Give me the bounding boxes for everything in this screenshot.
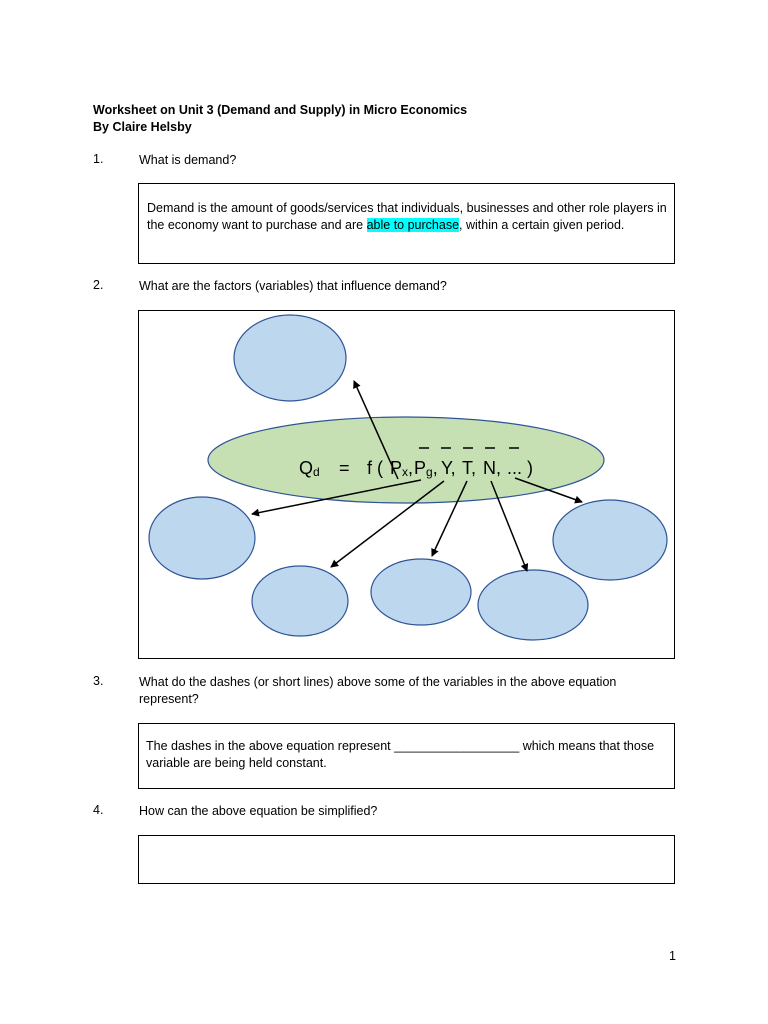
factors-diagram bbox=[139, 311, 674, 658]
answer-3-text: The dashes in the above equation represent __________________ which means that those variable are being held constant. bbox=[146, 739, 655, 770]
bubble-bottom-2 bbox=[371, 559, 471, 625]
equation-var-px: Px, bbox=[390, 458, 414, 479]
equation-ellipse bbox=[208, 417, 604, 503]
question-4-number: 4. bbox=[93, 803, 104, 817]
worksheet-title: Worksheet on Unit 3 (Demand and Supply) in Micro Economics bbox=[93, 103, 468, 117]
question-1-number: 1. bbox=[93, 152, 104, 166]
equation-equals: = bbox=[339, 458, 350, 478]
equation-rest: ... ) bbox=[507, 458, 533, 478]
question-3-text: What do the dashes (or short lines) above some of the variables in the above equation represent? bbox=[139, 675, 617, 706]
bubble-left bbox=[149, 497, 255, 579]
factors-diagram-box bbox=[138, 310, 675, 659]
equation-var-pg: Pg, bbox=[414, 458, 438, 479]
page-number: 1 bbox=[669, 949, 676, 963]
question-2-text: What are the factors (variables) that influence demand? bbox=[139, 279, 447, 293]
equation-var-t: T, bbox=[462, 458, 477, 478]
equation-function: f ( bbox=[367, 458, 383, 478]
bubble-right bbox=[553, 500, 667, 580]
bubble-bottom-3 bbox=[478, 570, 588, 640]
equation-qd: Qd bbox=[299, 458, 320, 479]
bubble-top bbox=[234, 315, 346, 401]
author-line: By Claire Helsby bbox=[93, 120, 192, 134]
bubble-bottom-1 bbox=[252, 566, 348, 636]
answer-1-after: , within a certain given period. bbox=[459, 218, 625, 232]
answer-1-text bbox=[147, 200, 667, 234]
answer-4-box[interactable] bbox=[138, 835, 675, 884]
equation-var-n: N, bbox=[483, 458, 501, 478]
equation-var-y: Y, bbox=[441, 458, 456, 478]
answer-1-box bbox=[138, 183, 675, 264]
question-2-number: 2. bbox=[93, 278, 104, 292]
answer-1-highlight: able to purchase bbox=[366, 218, 460, 232]
answer-1-before: Demand is the amount of goods/services that individuals, businesses and other role players in the economy want to purchase and are bbox=[147, 201, 667, 232]
question-3-number: 3. bbox=[93, 674, 104, 688]
answer-3-box bbox=[138, 723, 675, 789]
question-4-text: How can the above equation be simplified? bbox=[139, 804, 378, 818]
question-1-text: What is demand? bbox=[139, 153, 237, 167]
